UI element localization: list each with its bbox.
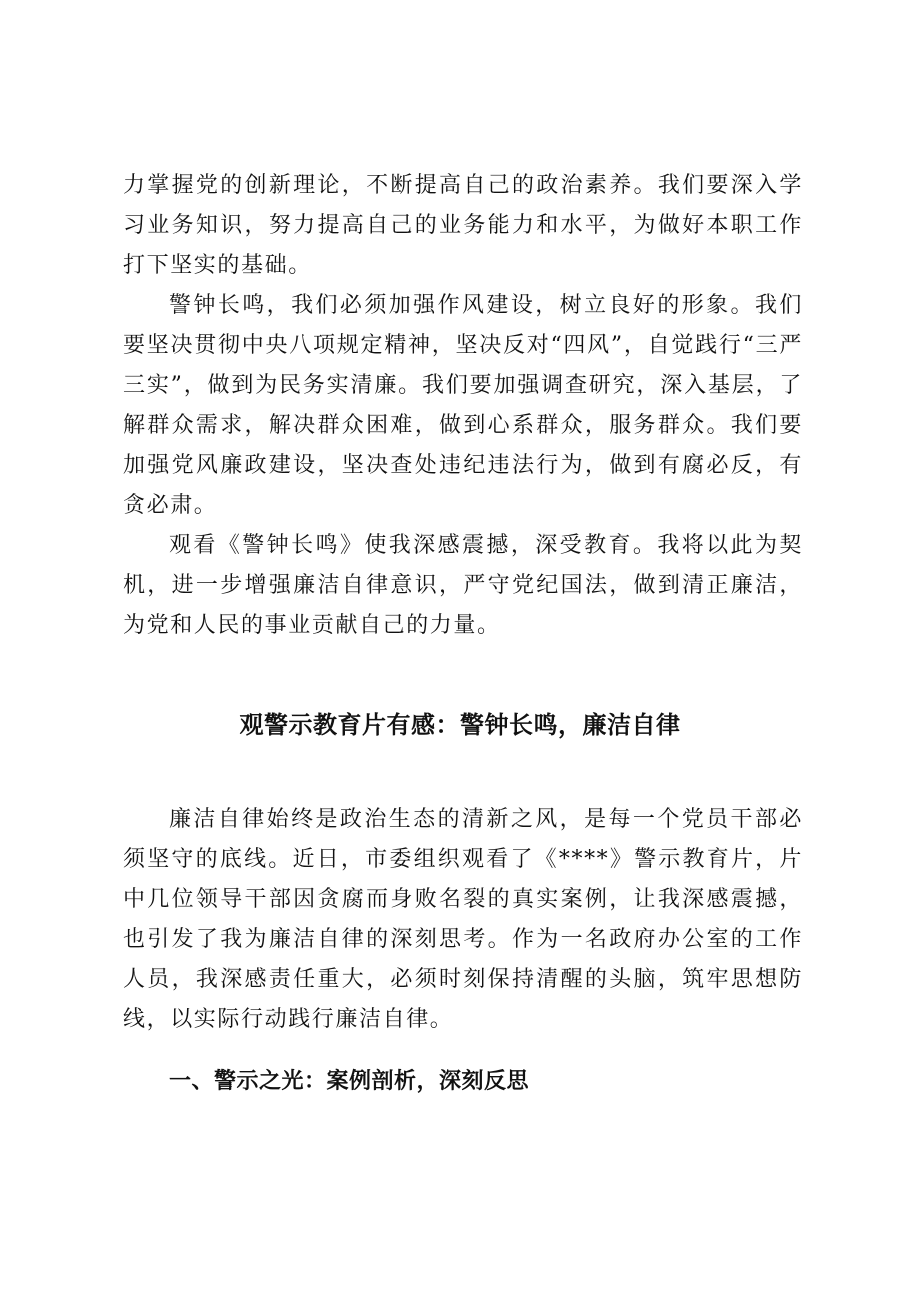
document-body-part-1: [123, 166, 803, 646]
section-heading: 一、警示之光：案例剖析，深刻反思: [169, 1069, 530, 1094]
paragraph-warning-bell: 警钟长鸣，我们必须加强作风建设，树立良好的形象。我们要坚决贯彻中央八项规定精神，坚决反对“四风”，自觉践行“三严三实”，做到为民务实清廉。我们要加强调查研究，深入基层，了解群众需求，解决群众困难，做到心系群众，服务群众。我们要加强党风廉政建设，坚决查处违纪违法行为，做到有腐必反，有贪必肃。: [123, 293, 803, 518]
intro-paragraph: 廉洁自律始终是政治生态的清新之风，是每一个党员干部必须坚守的底线。近日，市委组织观看了《****》警示教育片，片中几位领导干部因贪腐而身败名裂的真实案例，让我深感震撼，也引发了我为廉洁自律的深刻思考。作为一名政府办公室的工作人员，我深感责任重大，必须时刻保持清醒的头脑，筑牢思想防线，以实际行动践行廉洁自律。: [123, 807, 803, 1032]
article-title: 观警示教育片有感：警钟长鸣，廉洁自律: [239, 711, 681, 739]
continued-paragraph: 力掌握党的创新理论，不断提高自己的政治素养。我们要深入学习业务知识，努力提高自己的业务能力和水平，为做好本职工作打下坚实的基础。: [123, 173, 803, 278]
document-body-part-2: [123, 800, 803, 1040]
paragraph-conclusion: 观看《警钟长鸣》使我深感震撼，深受教育。我将以此为契机，进一步增强廉洁自律意识，严守党纪国法，做到清正廉洁，为党和人民的事业贡献自己的力量。: [123, 533, 803, 638]
